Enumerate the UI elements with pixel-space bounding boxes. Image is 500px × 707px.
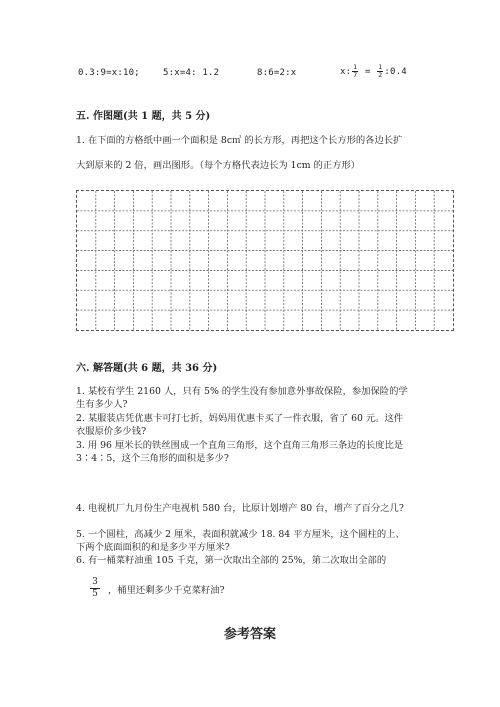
section-6-question-6-line-1: 6. 有一桶菜籽油重 105 千克，第一次取出全部的 25%，第二次取出全部的	[76, 555, 387, 566]
equation-4-suffix: :0.4	[384, 67, 407, 77]
fraction-numerator: 1	[353, 63, 358, 71]
section-6-question-2-line-2: 衣服原价多少钱?	[76, 426, 147, 437]
answer-heading: 参考答案	[223, 627, 276, 642]
fraction-numerator: 1	[378, 63, 383, 71]
fraction-denominator: 7	[353, 71, 358, 79]
equation-2: 5:x=4: 1.2	[163, 68, 220, 78]
section-6-question-2-line-1: 2. 某服装店凭优惠卡可打七折，妈妈用优惠卡买了一件衣服，省了 60 元。这件	[76, 413, 404, 424]
section-6-question-4-line-1: 4. 电视机厂九月份生产电视机 580 台，比原计划增产 80 台，增产了百分之几?	[76, 503, 404, 514]
equation-4-mid: =	[359, 67, 377, 77]
drawing-grid[interactable]	[76, 190, 454, 331]
fraction-denominator: 5	[92, 589, 98, 599]
fraction-denominator: 2	[378, 71, 383, 79]
equation-4-fraction-1	[352, 64, 358, 79]
section-6-question-3-line-1: 3. 用 96 厘米长的铁丝围成一个直角三角形，这个直角三角形三条边的长度比是	[76, 440, 404, 451]
section-5-title: 五. 作图题(共 1 题，共 5 分)	[76, 111, 211, 122]
section-6-question-1-line-1: 1. 某校有学生 2160 人，只有 5% 的学生没有参加意外事故保险，参加保险的学	[76, 386, 408, 397]
equation-1: 0.3:9=x:10;	[78, 68, 140, 78]
section-6-question-1-line-2: 生有多少人?	[76, 399, 128, 410]
section-5-question-1-line-1: 1. 在下面的方格纸中画一个面积是 8c㎡ 的长方形，再把这个长方形的各边长扩	[76, 135, 403, 146]
equation-4	[340, 64, 407, 79]
section-6-question-5-line-1: 5. 一个圆柱，高减少 2 厘米，表面积就减少 18. 84 平方厘米，这个圆柱的上、	[76, 529, 405, 540]
section-5-question-1-line-2: 大到原来的 2 倍，画出图形。（每个方格代表边长为 1cm 的正方形）	[76, 160, 361, 171]
equation-4-prefix: x:	[340, 67, 352, 77]
section-6-question-5-line-2: 下两个底面面积的和是多少平方厘米?	[76, 542, 230, 553]
grid-lines	[77, 191, 453, 330]
fraction-numerator: 3	[90, 577, 100, 589]
question-6-fraction	[90, 577, 100, 600]
equation-4-fraction-2	[377, 64, 383, 79]
section-6-question-3-line-2: 3∶4∶5，这个三角形的面积是多少?	[76, 453, 229, 464]
section-6-title: 六. 解答题(共 6 题，共 36 分)	[76, 363, 218, 374]
equation-3: 8:6=2:x	[257, 68, 297, 78]
section-6-question-6-line-2: ，桶里还剩多少千克菜籽油?	[108, 585, 225, 596]
